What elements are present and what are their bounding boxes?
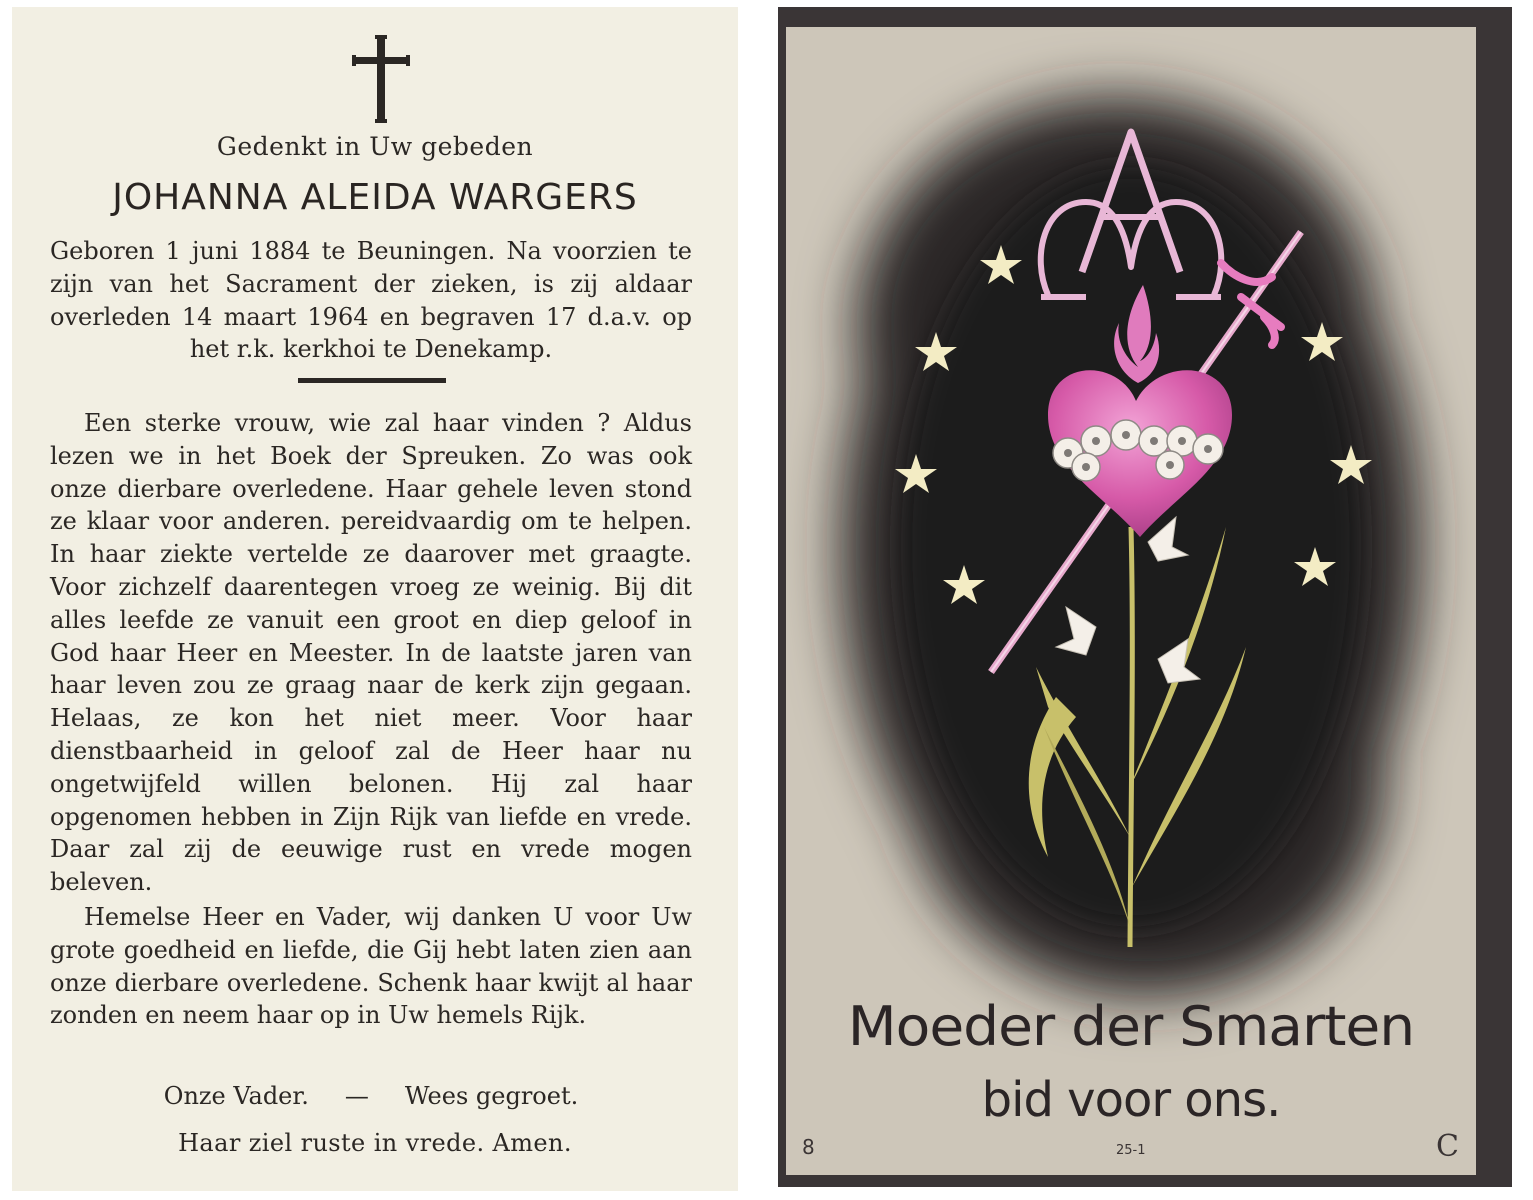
maker-mark: 8 — [802, 1135, 815, 1159]
prayer-line — [50, 1082, 692, 1110]
intro-text: Gedenkt in Uw gebeden — [216, 132, 534, 161]
prayer-our-father: Onze Vader. — [163, 1082, 309, 1110]
deceased-name: JOHANNA ALEIDA WARGERS — [112, 177, 638, 218]
prayer-hail-mary: Wees gegroet. — [404, 1082, 579, 1110]
cross-icon — [352, 35, 410, 123]
eulogy-text: Een sterke vrouw, wie zal haar vinden ? Aldus lezen we in het Boek der Spreuken. Zo was ook onze dierbare overledene. Haar gehele leven stond ze klaar voor anderen. pereidvaardig om te helpen. In haar ziekte vertelde ze daarover met graagte. Voor zichzelf daarentegen vroeg ze weinig. Bij dit alles leefde ze vanuit een groot en diep geloof in God haar Heer en Meester. In de laatste jaren van haar leven zou ze graag naar de kerk zijn gegaan. Helaas, ze kon het niet meer. Voor haar dienstbaarheid in geloof zal de Heer haar nu ongetwijfeld willen belonen. Hij zal haar opgenomen hebben in Zijn Rijk van liefde en vrede. Daar zal zij de eeuwige rust en vrede mogen beleven. — [50, 409, 692, 897]
prayer-paragraph — [50, 901, 692, 1032]
eulogy-paragraph — [50, 407, 692, 899]
closing-text: Haar ziel ruste in vrede. Amen. — [178, 1129, 572, 1157]
motto-line-1: Moeder der Smarten — [847, 995, 1415, 1058]
print-code: 25-1 — [1116, 1143, 1146, 1158]
motto-line-2: bid voor ons. — [981, 1072, 1281, 1128]
publisher-logo-icon: C — [1436, 1129, 1459, 1164]
divider-line — [298, 378, 446, 383]
birth-death-text: Geboren 1 juni 1884 te Beuningen. Na voorzien te zijn van het Sacrament der zieken, is zij aldaar overleden 14 maart 1964 en begraven 17 d.a.v. op het r.k. kerkhoi te Denekamp. — [50, 237, 692, 364]
prayer-separator: — — [344, 1082, 369, 1110]
memorial-text-card — [12, 7, 738, 1191]
prayer-text: Hemelse Heer en Vader, wij danken U voor Uw grote goedheid en liefde, die Gij hebt laten zien aan onze dierbare overledene. Schenk haar kwijt al haar zonden en neem haar op in Uw hemels Rijk. — [50, 903, 692, 1030]
devotional-card — [786, 27, 1476, 1175]
